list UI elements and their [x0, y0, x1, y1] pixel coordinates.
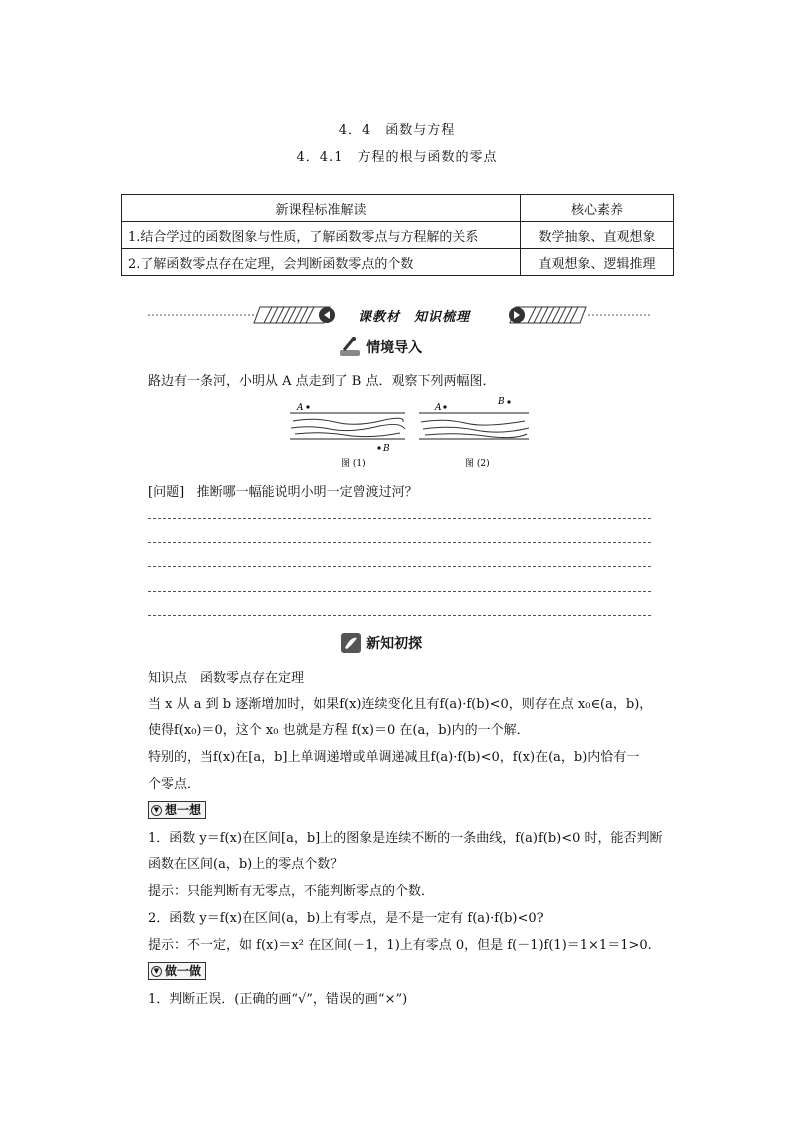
theorem-line-2: 使得f(x₀)＝0，这个 x₀ 也就是方程 f(x)＝0 在(a，b)内的一个解． — [148, 723, 530, 738]
answer-line — [148, 591, 651, 592]
think-a1: 提示：只能判断有无零点，不能判断零点的个数． — [148, 884, 435, 899]
theorem-line-1: 当 x 从 a 到 b 逐渐增加时，如果f(x)连续变化且有f(a)·f(b)<0，则存在点 x₀∈(a，b)， — [148, 697, 653, 712]
circle-icon: ▼ — [151, 966, 162, 977]
pen-icon — [338, 336, 362, 358]
new-knowledge-heading: 新知初探 — [366, 636, 423, 652]
table-header-cell: 核心素养 — [521, 195, 674, 222]
point-b-dot — [377, 446, 380, 449]
think-q1-line-1: 1．函数 y＝f(x)在区间[a，b]上的图象是连续不断的一条曲线，f(a)f(b)<0 时，能否判断 — [148, 831, 663, 846]
special-case-line-1: 特别的，当f(x)在[a，b]上单调递增或单调递减且f(a)·f(b)<0，f(x)在(a，b)内恰有一 — [148, 750, 640, 765]
answer-line — [148, 542, 651, 543]
scenario-intro: 路边有一条河，小明从 A 点走到了 B 点．观察下列两幅图． — [148, 374, 496, 389]
standards-table — [121, 194, 674, 276]
figure-1-caption: 图 (1) — [341, 459, 366, 469]
subsection-title: 4．4.1 方程的根与函数的零点 — [296, 150, 498, 165]
think-label — [148, 801, 206, 819]
point-b-label: B — [498, 397, 505, 407]
question-label: [问题] — [148, 485, 185, 500]
table-header-cell: 新课程标准解读 — [122, 195, 521, 222]
table-cell: 1.结合学过的函数图象与性质，了解函数零点与方程解的关系 — [122, 222, 521, 249]
think-label-text: 想一想 — [165, 803, 202, 817]
figure-2 — [419, 397, 529, 439]
practice-label-text: 做一做 — [165, 964, 202, 978]
figure-1 — [290, 403, 405, 454]
practice-label — [148, 962, 206, 980]
scenario-heading-block — [338, 336, 422, 358]
new-knowledge-heading-block — [340, 632, 422, 654]
point-a-label: A — [435, 403, 442, 413]
point-a-label: A — [297, 403, 304, 413]
leaf-icon — [340, 632, 362, 654]
special-case-line-2: 个零点． — [148, 777, 201, 792]
section-title: 4．4 函数与方程 — [338, 123, 456, 138]
think-q1-line-2: 函数在区间(a，b)上的零点个数？ — [148, 857, 344, 872]
table-cell: 2.了解函数零点存在定理，会判断函数零点的个数 — [122, 249, 521, 276]
figure-2-caption: 图 (2) — [465, 459, 490, 469]
table-cell: 直观想象、逻辑推理 — [521, 249, 674, 276]
answer-line — [148, 518, 651, 519]
table-row — [122, 249, 674, 276]
question-text: 推断哪一幅能说明小明一定曾渡过河？ — [196, 485, 418, 500]
table-cell: 数学抽象、直观想象 — [521, 222, 674, 249]
think-a2: 提示：不一定，如 f(x)＝x² 在区间(－1，1)上有零点 0，但是 f(－1)f(1)＝1×1＝1>0. — [148, 938, 652, 953]
scenario-heading: 情境导入 — [366, 340, 423, 356]
point-b-dot — [507, 400, 510, 403]
river-figures — [285, 395, 535, 470]
banner-label: 课教材 知识梳理 — [358, 310, 471, 325]
circle-icon: ▼ — [151, 805, 162, 816]
point-a-dot — [443, 405, 446, 408]
answer-line — [148, 566, 651, 567]
point-a-dot — [306, 405, 309, 408]
think-q2: 2．函数 y＝f(x)在区间(a，b)上有零点，是不是一定有 f(a)·f(b)<0? — [148, 911, 544, 926]
answer-line — [148, 615, 651, 616]
table-row — [122, 222, 674, 249]
practice-q1: 1．判断正误．(正确的画“√”，错误的画“×”) — [148, 992, 408, 1007]
question-line — [148, 481, 418, 500]
section-banner — [148, 305, 651, 325]
point-b-label: B — [383, 444, 390, 454]
knowledge-point-title: 知识点 函数零点存在定理 — [148, 671, 305, 686]
table-header-row — [122, 195, 674, 222]
